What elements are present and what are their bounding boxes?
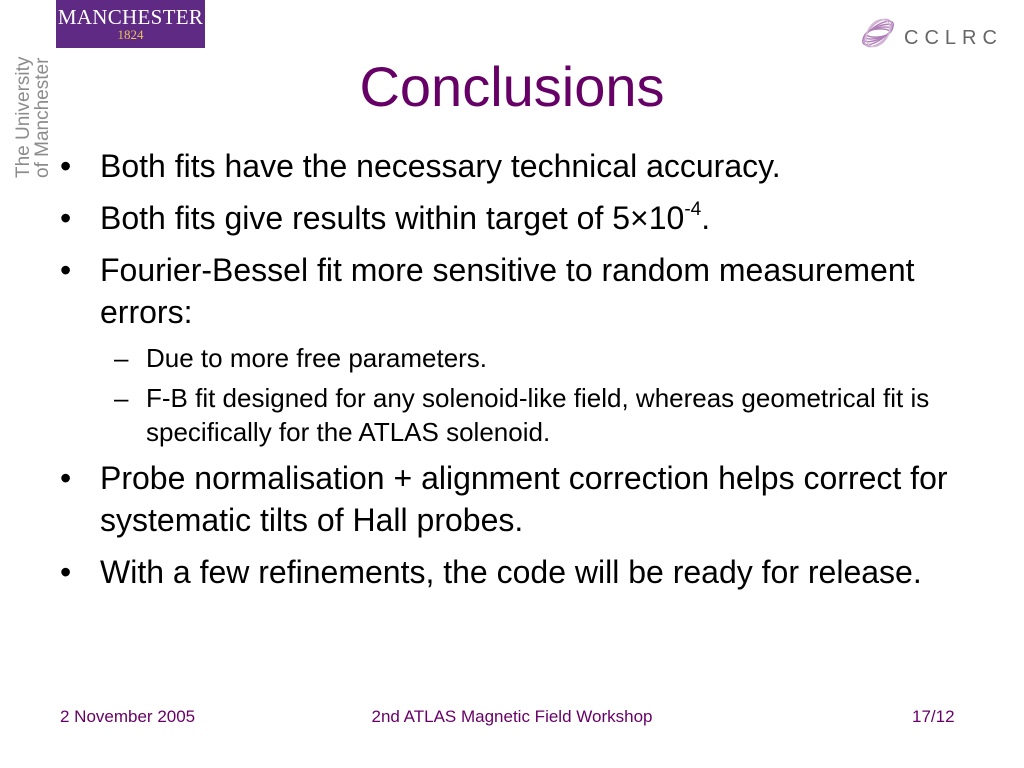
footer-event: 2nd ATLAS Magnetic Field Workshop	[371, 707, 653, 726]
bullet-3: • Fourier-Bessel fit more sensitive to random measurement errors:	[56, 249, 986, 333]
cclrc-swirl-icon	[856, 8, 902, 58]
sub-bullet-2: – F-B fit designed for any solenoid-like field, whereas geometrical fit is specifically for the ATLAS solenoid.	[56, 381, 986, 449]
manchester-logo	[56, 0, 205, 48]
manchester-logo-year: 1824	[117, 27, 144, 42]
university-line-2: of Manchester	[32, 57, 53, 178]
slide-content	[56, 145, 986, 603]
bullet-2	[56, 197, 986, 239]
bullet-1: • Both fits have the necessary technical accuracy.	[56, 145, 986, 187]
footer-date: 2 November 2005	[60, 707, 196, 726]
manchester-logo-name: MANCHESTER	[57, 5, 204, 29]
sub-bullet-1: – Due to more free parameters.	[56, 341, 986, 375]
bullet-2-suffix: .	[701, 200, 711, 236]
bullet-2-exponent: -4	[684, 199, 702, 221]
university-line-1: The University	[13, 56, 34, 178]
cclrc-logo	[856, 8, 1006, 58]
bullet-2-text: Both fits give results within target of 5×10	[100, 200, 685, 236]
footer-page-number: 17/12	[912, 707, 955, 726]
bullet-5: • With a few refinements, the code will be ready for release.	[56, 551, 986, 593]
bullet-4: • Probe normalisation + alignment correction helps correct for systematic tilts of Hall probes.	[56, 457, 986, 541]
slide-title: Conclusions	[359, 55, 665, 118]
cclrc-text: CCLRC	[904, 27, 1003, 49]
